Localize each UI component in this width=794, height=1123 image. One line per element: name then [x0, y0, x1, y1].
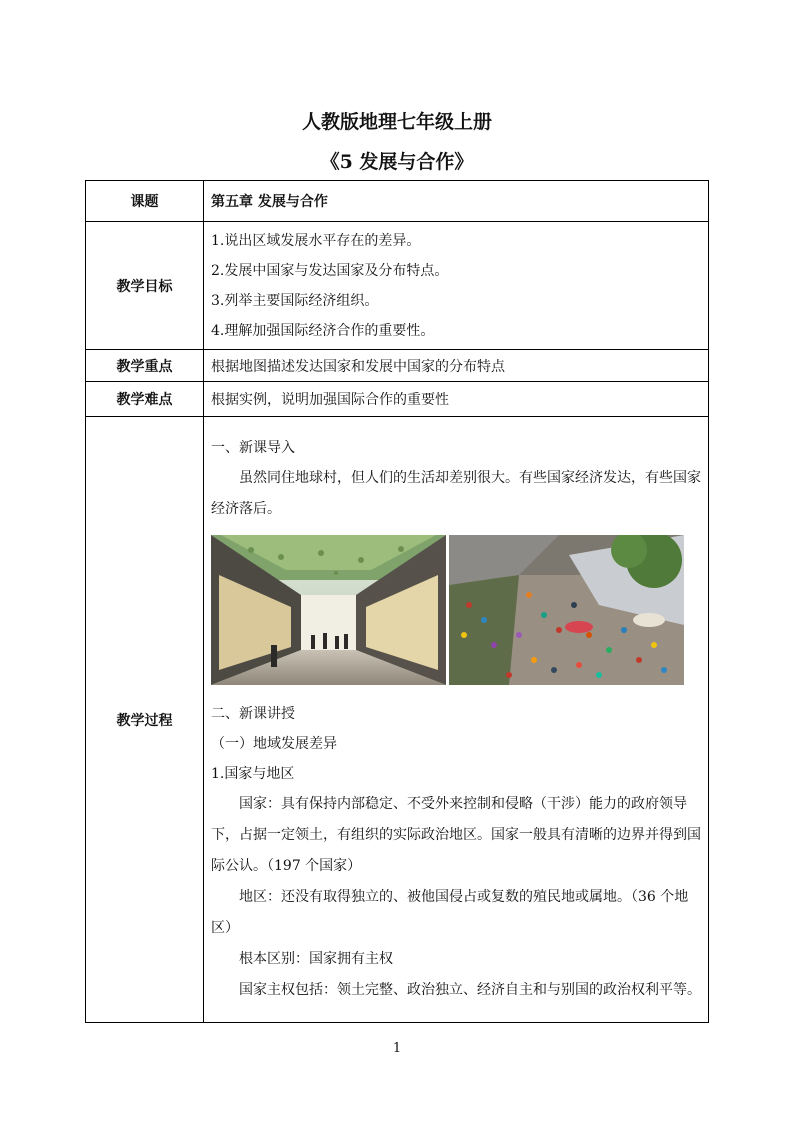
goal-item: 3.列举主要国际经济组织。 — [211, 292, 379, 309]
crowded-market-photo — [449, 535, 684, 685]
table-row-goals — [86, 222, 709, 350]
topic-label: 课题 — [86, 181, 204, 222]
process-label: 教学过程 — [86, 417, 204, 1023]
topic-value: 第五章 发展与合作 — [204, 181, 709, 222]
goal-item: 1.说出区域发展水平存在的差异。 — [211, 232, 421, 249]
process-content — [204, 417, 709, 1023]
shopping-mall-photo — [211, 535, 446, 685]
table-row-process — [86, 417, 709, 1023]
document-subtitle: 《5 发展与合作》 — [320, 151, 474, 173]
difficulties-value: 根据实例，说明加强国际合作的重要性 — [204, 382, 709, 417]
page-number: 1 — [392, 1041, 402, 1056]
intro-text: 虽然同住地球村，但人们的生活却差别很大。有些国家经济发达，有些国家经济落后。 — [211, 470, 701, 517]
sovereignty-text: 国家主权包括：领土完整、政治独立、经济自主和与别国的政治权利平等。 — [239, 982, 701, 998]
photo-pair — [211, 535, 702, 685]
subsection-heading: （一）地域发展差异 — [211, 736, 337, 752]
goal-item: 4.理解加强国际经济合作的重要性。 — [211, 322, 435, 339]
difficulties-label: 教学难点 — [86, 382, 204, 417]
key-points-value: 根据地图描述发达国家和发展中国家的分布特点 — [204, 350, 709, 382]
region-definition: 地区：还没有取得独立的、被他国侵占或复数的殖民地或属地。（36 个地区） — [211, 889, 689, 936]
goals-label: 教学目标 — [86, 222, 204, 350]
country-definition: 国家：具有保持内部稳定、不受外来控制和侵略（干涉）能力的政府领导下，占据一定领土，有组织的实际政治地区。国家一般具有清晰的边界并得到国际公认。（197 个国家） — [211, 796, 701, 874]
intro-heading: 一、新课导入 — [211, 440, 295, 456]
table-row-difficulties — [86, 382, 709, 417]
item-heading: 1.国家与地区 — [211, 766, 295, 782]
table-row-topic — [86, 181, 709, 222]
table-row-key-points — [86, 350, 709, 382]
goal-item: 2.发展中国家与发达国家及分布特点。 — [211, 262, 449, 279]
key-difference: 根本区别：国家拥有主权 — [239, 951, 393, 967]
document-title: 人教版地理七年级上册 — [301, 111, 492, 133]
goals-list — [204, 222, 709, 350]
key-points-label: 教学重点 — [86, 350, 204, 382]
section2-heading: 二、新课讲授 — [211, 706, 295, 722]
lesson-plan-table — [85, 180, 709, 1023]
